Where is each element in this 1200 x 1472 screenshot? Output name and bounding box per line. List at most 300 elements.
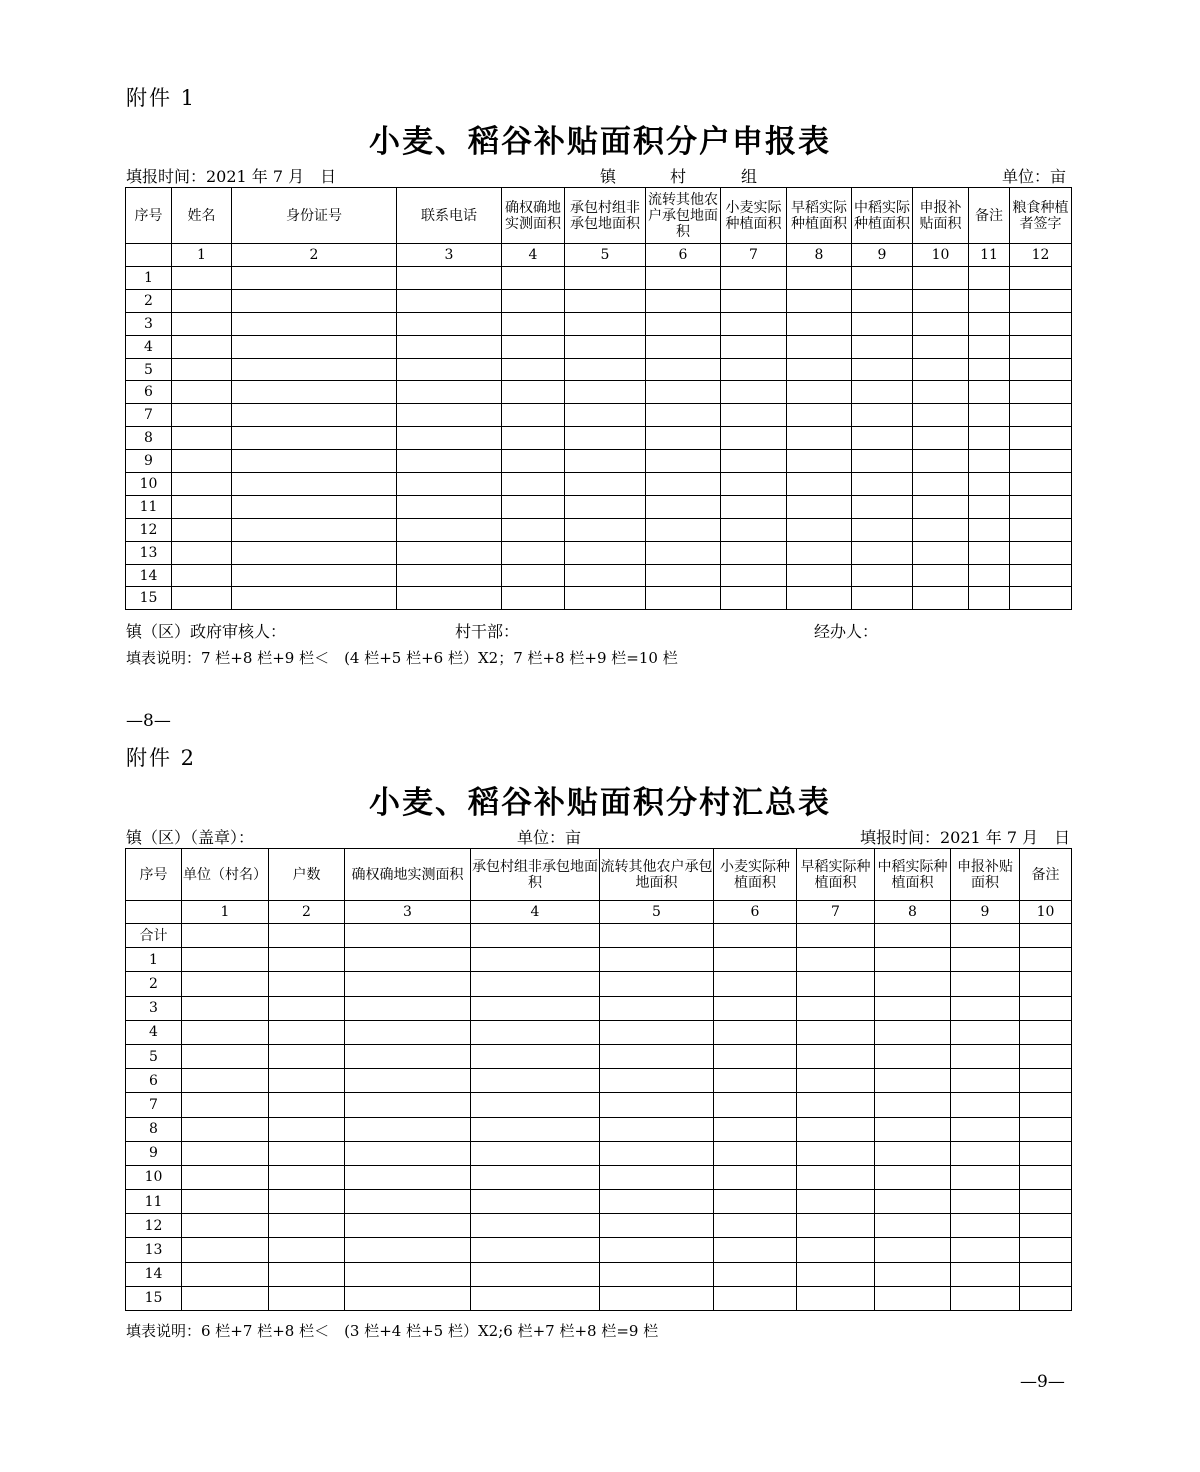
form2-blank-cell[interactable] <box>714 1286 797 1310</box>
form2-blank-cell[interactable] <box>471 1238 600 1262</box>
form2-blank-cell[interactable] <box>1020 924 1072 948</box>
form2-blank-cell[interactable] <box>345 996 471 1020</box>
form1-blank-cell[interactable] <box>646 518 721 541</box>
form2-blank-cell[interactable] <box>951 924 1020 948</box>
form1-blank-cell[interactable] <box>232 541 397 564</box>
form2-blank-cell[interactable] <box>345 924 471 948</box>
form1-blank-cell[interactable] <box>646 564 721 587</box>
form2-blank-cell[interactable] <box>875 1141 951 1165</box>
form1-blank-cell[interactable] <box>502 564 565 587</box>
form1-blank-cell[interactable] <box>1010 427 1072 450</box>
form2-blank-cell[interactable] <box>1020 1214 1072 1238</box>
form1-blank-cell[interactable] <box>565 335 646 358</box>
form2-blank-cell[interactable] <box>345 1214 471 1238</box>
form1-blank-cell[interactable] <box>502 267 565 290</box>
form1-blank-cell[interactable] <box>787 335 852 358</box>
form1-blank-cell[interactable] <box>1010 450 1072 473</box>
form1-blank-cell[interactable] <box>721 587 787 610</box>
form2-blank-cell[interactable] <box>1020 1069 1072 1093</box>
form1-blank-cell[interactable] <box>232 495 397 518</box>
form1-blank-cell[interactable] <box>852 335 913 358</box>
form1-blank-cell[interactable] <box>502 335 565 358</box>
form1-blank-cell[interactable] <box>969 587 1010 610</box>
form2-blank-cell[interactable] <box>269 996 345 1020</box>
form2-blank-cell[interactable] <box>182 1020 269 1044</box>
form1-blank-cell[interactable] <box>172 267 232 290</box>
form1-blank-cell[interactable] <box>232 587 397 610</box>
form1-blank-cell[interactable] <box>565 473 646 496</box>
form2-blank-cell[interactable] <box>269 1262 345 1286</box>
form2-blank-cell[interactable] <box>269 1093 345 1117</box>
form1-blank-cell[interactable] <box>852 427 913 450</box>
form1-blank-cell[interactable] <box>502 404 565 427</box>
form2-blank-cell[interactable] <box>951 1069 1020 1093</box>
form2-blank-cell[interactable] <box>875 1190 951 1214</box>
form1-blank-cell[interactable] <box>172 358 232 381</box>
form2-blank-cell[interactable] <box>269 1165 345 1189</box>
form1-blank-cell[interactable] <box>397 289 502 312</box>
form2-blank-cell[interactable] <box>345 1141 471 1165</box>
form2-blank-cell[interactable] <box>875 972 951 996</box>
form2-blank-cell[interactable] <box>269 972 345 996</box>
form2-blank-cell[interactable] <box>471 1117 600 1141</box>
form2-blank-cell[interactable] <box>714 1117 797 1141</box>
form1-blank-cell[interactable] <box>721 267 787 290</box>
form1-blank-cell[interactable] <box>397 427 502 450</box>
form1-blank-cell[interactable] <box>721 473 787 496</box>
form1-blank-cell[interactable] <box>397 381 502 404</box>
form1-blank-cell[interactable] <box>502 312 565 335</box>
form1-blank-cell[interactable] <box>565 358 646 381</box>
form2-blank-cell[interactable] <box>875 1093 951 1117</box>
form2-blank-cell[interactable] <box>345 1190 471 1214</box>
form2-blank-cell[interactable] <box>345 1020 471 1044</box>
form1-blank-cell[interactable] <box>502 495 565 518</box>
form1-blank-cell[interactable] <box>565 587 646 610</box>
form2-blank-cell[interactable] <box>471 1069 600 1093</box>
form1-blank-cell[interactable] <box>502 473 565 496</box>
form2-blank-cell[interactable] <box>182 1093 269 1117</box>
form1-blank-cell[interactable] <box>913 289 969 312</box>
form2-blank-cell[interactable] <box>714 972 797 996</box>
form1-blank-cell[interactable] <box>646 495 721 518</box>
form2-blank-cell[interactable] <box>797 1214 875 1238</box>
form2-blank-cell[interactable] <box>600 1044 714 1068</box>
form1-blank-cell[interactable] <box>969 518 1010 541</box>
form2-blank-cell[interactable] <box>797 924 875 948</box>
form1-blank-cell[interactable] <box>1010 404 1072 427</box>
form2-blank-cell[interactable] <box>182 1190 269 1214</box>
form2-blank-cell[interactable] <box>182 972 269 996</box>
form1-blank-cell[interactable] <box>565 564 646 587</box>
form1-blank-cell[interactable] <box>969 404 1010 427</box>
form1-blank-cell[interactable] <box>397 267 502 290</box>
form1-blank-cell[interactable] <box>969 495 1010 518</box>
form2-blank-cell[interactable] <box>345 1262 471 1286</box>
form2-blank-cell[interactable] <box>182 948 269 972</box>
form1-blank-cell[interactable] <box>232 312 397 335</box>
form1-blank-cell[interactable] <box>397 473 502 496</box>
form1-blank-cell[interactable] <box>852 404 913 427</box>
form1-blank-cell[interactable] <box>787 381 852 404</box>
form2-blank-cell[interactable] <box>1020 972 1072 996</box>
form1-blank-cell[interactable] <box>646 335 721 358</box>
form1-blank-cell[interactable] <box>565 267 646 290</box>
form2-blank-cell[interactable] <box>875 996 951 1020</box>
form1-blank-cell[interactable] <box>787 518 852 541</box>
form2-blank-cell[interactable] <box>875 1020 951 1044</box>
form2-blank-cell[interactable] <box>182 1286 269 1310</box>
form2-blank-cell[interactable] <box>875 1238 951 1262</box>
form1-blank-cell[interactable] <box>721 335 787 358</box>
form1-blank-cell[interactable] <box>232 404 397 427</box>
form2-blank-cell[interactable] <box>471 1190 600 1214</box>
form1-blank-cell[interactable] <box>787 473 852 496</box>
form1-blank-cell[interactable] <box>721 541 787 564</box>
form2-blank-cell[interactable] <box>797 948 875 972</box>
form2-blank-cell[interactable] <box>797 1165 875 1189</box>
form2-blank-cell[interactable] <box>269 1020 345 1044</box>
form1-blank-cell[interactable] <box>721 495 787 518</box>
form1-blank-cell[interactable] <box>969 473 1010 496</box>
form2-blank-cell[interactable] <box>471 996 600 1020</box>
form1-blank-cell[interactable] <box>787 541 852 564</box>
form1-blank-cell[interactable] <box>969 267 1010 290</box>
form1-blank-cell[interactable] <box>172 335 232 358</box>
form2-blank-cell[interactable] <box>951 1020 1020 1044</box>
form2-blank-cell[interactable] <box>600 1286 714 1310</box>
form2-blank-cell[interactable] <box>797 1020 875 1044</box>
form1-blank-cell[interactable] <box>232 381 397 404</box>
form1-blank-cell[interactable] <box>172 289 232 312</box>
form2-blank-cell[interactable] <box>345 972 471 996</box>
form1-blank-cell[interactable] <box>1010 358 1072 381</box>
form1-blank-cell[interactable] <box>913 541 969 564</box>
form2-blank-cell[interactable] <box>182 1069 269 1093</box>
form2-blank-cell[interactable] <box>951 1286 1020 1310</box>
form2-blank-cell[interactable] <box>345 1044 471 1068</box>
form2-blank-cell[interactable] <box>182 1165 269 1189</box>
form2-blank-cell[interactable] <box>875 1117 951 1141</box>
form1-blank-cell[interactable] <box>172 381 232 404</box>
form2-blank-cell[interactable] <box>1020 1044 1072 1068</box>
form2-blank-cell[interactable] <box>951 996 1020 1020</box>
form1-blank-cell[interactable] <box>1010 541 1072 564</box>
form1-blank-cell[interactable] <box>787 312 852 335</box>
form1-blank-cell[interactable] <box>565 404 646 427</box>
form2-blank-cell[interactable] <box>600 1262 714 1286</box>
form2-blank-cell[interactable] <box>600 948 714 972</box>
form2-blank-cell[interactable] <box>875 924 951 948</box>
form1-blank-cell[interactable] <box>913 312 969 335</box>
form1-blank-cell[interactable] <box>232 267 397 290</box>
form1-blank-cell[interactable] <box>397 404 502 427</box>
form2-blank-cell[interactable] <box>471 948 600 972</box>
form1-blank-cell[interactable] <box>397 587 502 610</box>
form1-blank-cell[interactable] <box>969 335 1010 358</box>
form1-blank-cell[interactable] <box>397 518 502 541</box>
form1-blank-cell[interactable] <box>565 495 646 518</box>
form2-blank-cell[interactable] <box>875 1069 951 1093</box>
form1-blank-cell[interactable] <box>969 312 1010 335</box>
form2-blank-cell[interactable] <box>1020 1141 1072 1165</box>
form1-blank-cell[interactable] <box>787 587 852 610</box>
form1-blank-cell[interactable] <box>172 495 232 518</box>
form2-blank-cell[interactable] <box>714 948 797 972</box>
form2-blank-cell[interactable] <box>875 1214 951 1238</box>
form1-blank-cell[interactable] <box>1010 267 1072 290</box>
form2-blank-cell[interactable] <box>345 948 471 972</box>
form1-blank-cell[interactable] <box>787 267 852 290</box>
form2-blank-cell[interactable] <box>471 1214 600 1238</box>
form1-blank-cell[interactable] <box>721 289 787 312</box>
form1-blank-cell[interactable] <box>913 404 969 427</box>
form2-blank-cell[interactable] <box>600 1214 714 1238</box>
form1-blank-cell[interactable] <box>646 450 721 473</box>
form1-blank-cell[interactable] <box>232 289 397 312</box>
form1-blank-cell[interactable] <box>232 518 397 541</box>
form1-blank-cell[interactable] <box>502 289 565 312</box>
form2-blank-cell[interactable] <box>345 1165 471 1189</box>
form1-blank-cell[interactable] <box>172 450 232 473</box>
form1-blank-cell[interactable] <box>232 473 397 496</box>
form2-blank-cell[interactable] <box>714 1238 797 1262</box>
form2-blank-cell[interactable] <box>269 1190 345 1214</box>
form2-blank-cell[interactable] <box>714 1262 797 1286</box>
form2-blank-cell[interactable] <box>182 1214 269 1238</box>
form1-blank-cell[interactable] <box>646 289 721 312</box>
form2-blank-cell[interactable] <box>269 948 345 972</box>
form2-blank-cell[interactable] <box>1020 1117 1072 1141</box>
form1-blank-cell[interactable] <box>721 381 787 404</box>
form2-blank-cell[interactable] <box>714 1069 797 1093</box>
form2-blank-cell[interactable] <box>600 1117 714 1141</box>
form1-blank-cell[interactable] <box>565 381 646 404</box>
form1-blank-cell[interactable] <box>1010 473 1072 496</box>
form1-blank-cell[interactable] <box>565 312 646 335</box>
form2-blank-cell[interactable] <box>471 972 600 996</box>
form1-blank-cell[interactable] <box>787 450 852 473</box>
form1-blank-cell[interactable] <box>913 495 969 518</box>
form1-blank-cell[interactable] <box>646 267 721 290</box>
form2-blank-cell[interactable] <box>1020 1020 1072 1044</box>
form1-blank-cell[interactable] <box>1010 518 1072 541</box>
form1-blank-cell[interactable] <box>969 564 1010 587</box>
form2-blank-cell[interactable] <box>797 1044 875 1068</box>
form2-blank-cell[interactable] <box>1020 1190 1072 1214</box>
form1-blank-cell[interactable] <box>852 541 913 564</box>
form2-blank-cell[interactable] <box>714 996 797 1020</box>
form2-blank-cell[interactable] <box>269 1214 345 1238</box>
form1-blank-cell[interactable] <box>913 335 969 358</box>
form1-blank-cell[interactable] <box>646 358 721 381</box>
form2-blank-cell[interactable] <box>600 924 714 948</box>
form2-blank-cell[interactable] <box>1020 996 1072 1020</box>
form2-blank-cell[interactable] <box>1020 1238 1072 1262</box>
form2-blank-cell[interactable] <box>600 1141 714 1165</box>
form1-blank-cell[interactable] <box>969 381 1010 404</box>
form1-blank-cell[interactable] <box>852 473 913 496</box>
form2-blank-cell[interactable] <box>182 1044 269 1068</box>
form2-blank-cell[interactable] <box>1020 948 1072 972</box>
form2-blank-cell[interactable] <box>714 1093 797 1117</box>
form2-blank-cell[interactable] <box>269 1238 345 1262</box>
form1-blank-cell[interactable] <box>172 404 232 427</box>
form1-blank-cell[interactable] <box>1010 381 1072 404</box>
form1-blank-cell[interactable] <box>787 358 852 381</box>
form1-blank-cell[interactable] <box>1010 495 1072 518</box>
form2-blank-cell[interactable] <box>797 1093 875 1117</box>
form2-blank-cell[interactable] <box>951 948 1020 972</box>
form1-blank-cell[interactable] <box>721 450 787 473</box>
form2-blank-cell[interactable] <box>269 1069 345 1093</box>
form1-blank-cell[interactable] <box>172 541 232 564</box>
form1-blank-cell[interactable] <box>1010 335 1072 358</box>
form2-blank-cell[interactable] <box>1020 1262 1072 1286</box>
form1-blank-cell[interactable] <box>397 541 502 564</box>
form1-blank-cell[interactable] <box>852 289 913 312</box>
form2-blank-cell[interactable] <box>714 1214 797 1238</box>
form2-blank-cell[interactable] <box>951 1238 1020 1262</box>
form1-blank-cell[interactable] <box>852 267 913 290</box>
form1-blank-cell[interactable] <box>913 587 969 610</box>
form2-blank-cell[interactable] <box>600 996 714 1020</box>
form2-blank-cell[interactable] <box>797 1262 875 1286</box>
form2-blank-cell[interactable] <box>600 1069 714 1093</box>
form1-blank-cell[interactable] <box>646 381 721 404</box>
form1-blank-cell[interactable] <box>852 587 913 610</box>
form1-blank-cell[interactable] <box>913 358 969 381</box>
form2-blank-cell[interactable] <box>1020 1286 1072 1310</box>
form1-blank-cell[interactable] <box>172 518 232 541</box>
form1-blank-cell[interactable] <box>172 473 232 496</box>
form2-blank-cell[interactable] <box>875 948 951 972</box>
form1-blank-cell[interactable] <box>397 312 502 335</box>
form2-blank-cell[interactable] <box>182 1141 269 1165</box>
form2-blank-cell[interactable] <box>471 1141 600 1165</box>
form1-blank-cell[interactable] <box>502 427 565 450</box>
form1-blank-cell[interactable] <box>787 289 852 312</box>
form2-blank-cell[interactable] <box>1020 1165 1072 1189</box>
form1-blank-cell[interactable] <box>721 404 787 427</box>
form2-blank-cell[interactable] <box>600 972 714 996</box>
form1-blank-cell[interactable] <box>787 427 852 450</box>
form2-blank-cell[interactable] <box>345 1238 471 1262</box>
form1-blank-cell[interactable] <box>172 427 232 450</box>
form1-blank-cell[interactable] <box>397 450 502 473</box>
form2-blank-cell[interactable] <box>269 924 345 948</box>
form2-blank-cell[interactable] <box>797 1141 875 1165</box>
form2-blank-cell[interactable] <box>182 996 269 1020</box>
form2-blank-cell[interactable] <box>951 972 1020 996</box>
form1-blank-cell[interactable] <box>852 518 913 541</box>
form2-blank-cell[interactable] <box>600 1165 714 1189</box>
form2-blank-cell[interactable] <box>345 1117 471 1141</box>
form1-blank-cell[interactable] <box>852 358 913 381</box>
form1-blank-cell[interactable] <box>397 564 502 587</box>
form1-blank-cell[interactable] <box>721 564 787 587</box>
form1-blank-cell[interactable] <box>232 358 397 381</box>
form2-blank-cell[interactable] <box>951 1165 1020 1189</box>
form1-blank-cell[interactable] <box>787 564 852 587</box>
form1-blank-cell[interactable] <box>1010 289 1072 312</box>
form2-blank-cell[interactable] <box>951 1262 1020 1286</box>
form2-blank-cell[interactable] <box>797 996 875 1020</box>
form1-blank-cell[interactable] <box>969 289 1010 312</box>
form1-blank-cell[interactable] <box>852 564 913 587</box>
form2-blank-cell[interactable] <box>951 1141 1020 1165</box>
form1-blank-cell[interactable] <box>913 381 969 404</box>
form2-blank-cell[interactable] <box>269 1286 345 1310</box>
form2-blank-cell[interactable] <box>714 1165 797 1189</box>
form2-blank-cell[interactable] <box>797 1286 875 1310</box>
form1-blank-cell[interactable] <box>502 381 565 404</box>
form1-blank-cell[interactable] <box>852 312 913 335</box>
form2-blank-cell[interactable] <box>1020 1093 1072 1117</box>
form2-blank-cell[interactable] <box>600 1238 714 1262</box>
form1-blank-cell[interactable] <box>913 518 969 541</box>
form2-blank-cell[interactable] <box>875 1044 951 1068</box>
form2-blank-cell[interactable] <box>269 1117 345 1141</box>
form1-blank-cell[interactable] <box>913 564 969 587</box>
form1-blank-cell[interactable] <box>646 404 721 427</box>
form2-blank-cell[interactable] <box>714 1044 797 1068</box>
form1-blank-cell[interactable] <box>721 312 787 335</box>
form2-blank-cell[interactable] <box>951 1093 1020 1117</box>
form2-blank-cell[interactable] <box>345 1286 471 1310</box>
form1-blank-cell[interactable] <box>646 312 721 335</box>
form2-blank-cell[interactable] <box>714 924 797 948</box>
form2-blank-cell[interactable] <box>951 1214 1020 1238</box>
form2-blank-cell[interactable] <box>182 1238 269 1262</box>
form2-blank-cell[interactable] <box>182 1117 269 1141</box>
form1-blank-cell[interactable] <box>397 335 502 358</box>
form1-blank-cell[interactable] <box>232 335 397 358</box>
form2-blank-cell[interactable] <box>951 1117 1020 1141</box>
form2-blank-cell[interactable] <box>714 1141 797 1165</box>
form2-blank-cell[interactable] <box>600 1190 714 1214</box>
form1-blank-cell[interactable] <box>969 541 1010 564</box>
form2-blank-cell[interactable] <box>269 1044 345 1068</box>
form1-blank-cell[interactable] <box>502 587 565 610</box>
form2-blank-cell[interactable] <box>471 1262 600 1286</box>
form1-blank-cell[interactable] <box>232 564 397 587</box>
form1-blank-cell[interactable] <box>969 358 1010 381</box>
form2-blank-cell[interactable] <box>471 1020 600 1044</box>
form1-blank-cell[interactable] <box>721 518 787 541</box>
form1-blank-cell[interactable] <box>787 495 852 518</box>
form1-blank-cell[interactable] <box>913 427 969 450</box>
form1-blank-cell[interactable] <box>502 541 565 564</box>
form1-blank-cell[interactable] <box>646 427 721 450</box>
form1-blank-cell[interactable] <box>852 381 913 404</box>
form1-blank-cell[interactable] <box>1010 587 1072 610</box>
form1-blank-cell[interactable] <box>913 450 969 473</box>
form1-blank-cell[interactable] <box>502 518 565 541</box>
form1-blank-cell[interactable] <box>646 473 721 496</box>
form2-blank-cell[interactable] <box>345 1093 471 1117</box>
form2-blank-cell[interactable] <box>797 972 875 996</box>
form2-blank-cell[interactable] <box>951 1190 1020 1214</box>
form2-blank-cell[interactable] <box>714 1020 797 1044</box>
form1-blank-cell[interactable] <box>565 450 646 473</box>
form2-blank-cell[interactable] <box>182 1262 269 1286</box>
form1-blank-cell[interactable] <box>852 450 913 473</box>
form1-blank-cell[interactable] <box>1010 564 1072 587</box>
form2-blank-cell[interactable] <box>471 1044 600 1068</box>
form1-blank-cell[interactable] <box>969 427 1010 450</box>
form1-blank-cell[interactable] <box>565 518 646 541</box>
